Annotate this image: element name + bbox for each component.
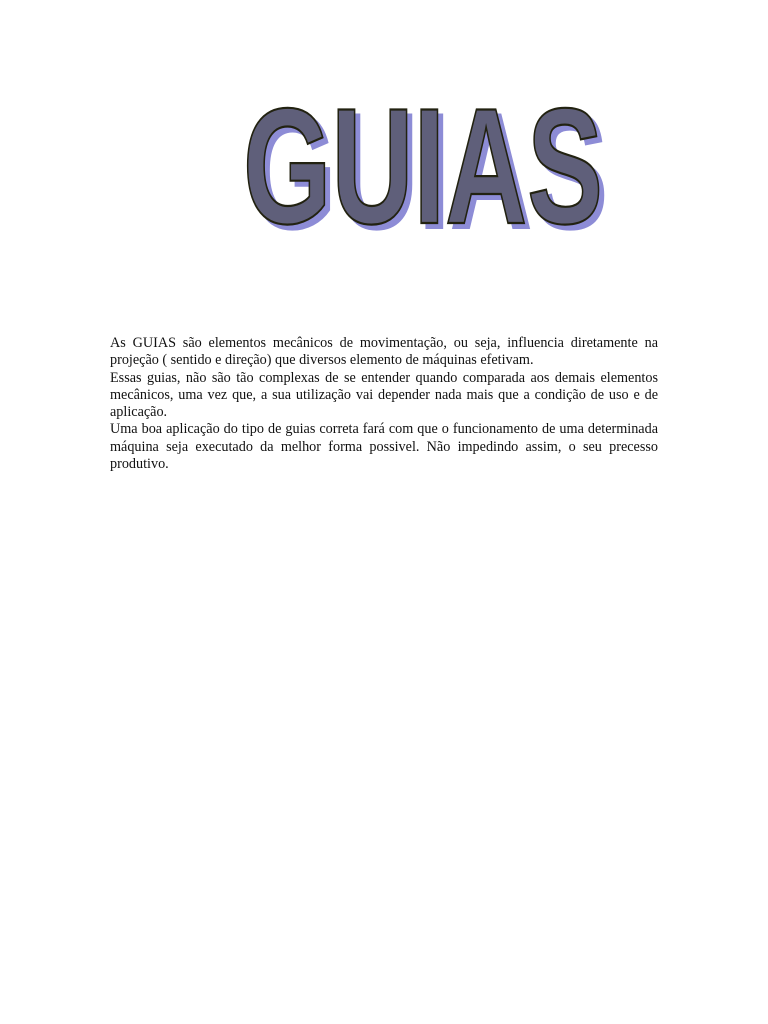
wordart-title-text: GUIAS [243, 88, 603, 238]
body-text [110, 335, 658, 473]
paragraph-2: Essas guias, não são tão complexas de se entender quando comparada aos demais elementos mecânicos, uma vez que, a sua utilização vai depender nada mais que a condição de uso e de aplicação. [110, 369, 658, 421]
wordart-title-shadow: GUIAS [248, 88, 608, 238]
paragraph-1: As GUIAS são elementos mecânicos de movimentação, ou seja, influencia diretamente na projeção ( sentido e direção) que diversos elemento de máquinas efetivam. [110, 335, 658, 369]
wordart-title-graphic [228, 88, 618, 238]
paragraph-3: Uma boa aplicação do tipo de guias correta fará com que o funcionamento de uma determinada máquina seja executado da melhor forma possivel. Não impedindo assim, o seu precesso produtivo. [110, 421, 658, 473]
wordart-title [228, 88, 618, 238]
